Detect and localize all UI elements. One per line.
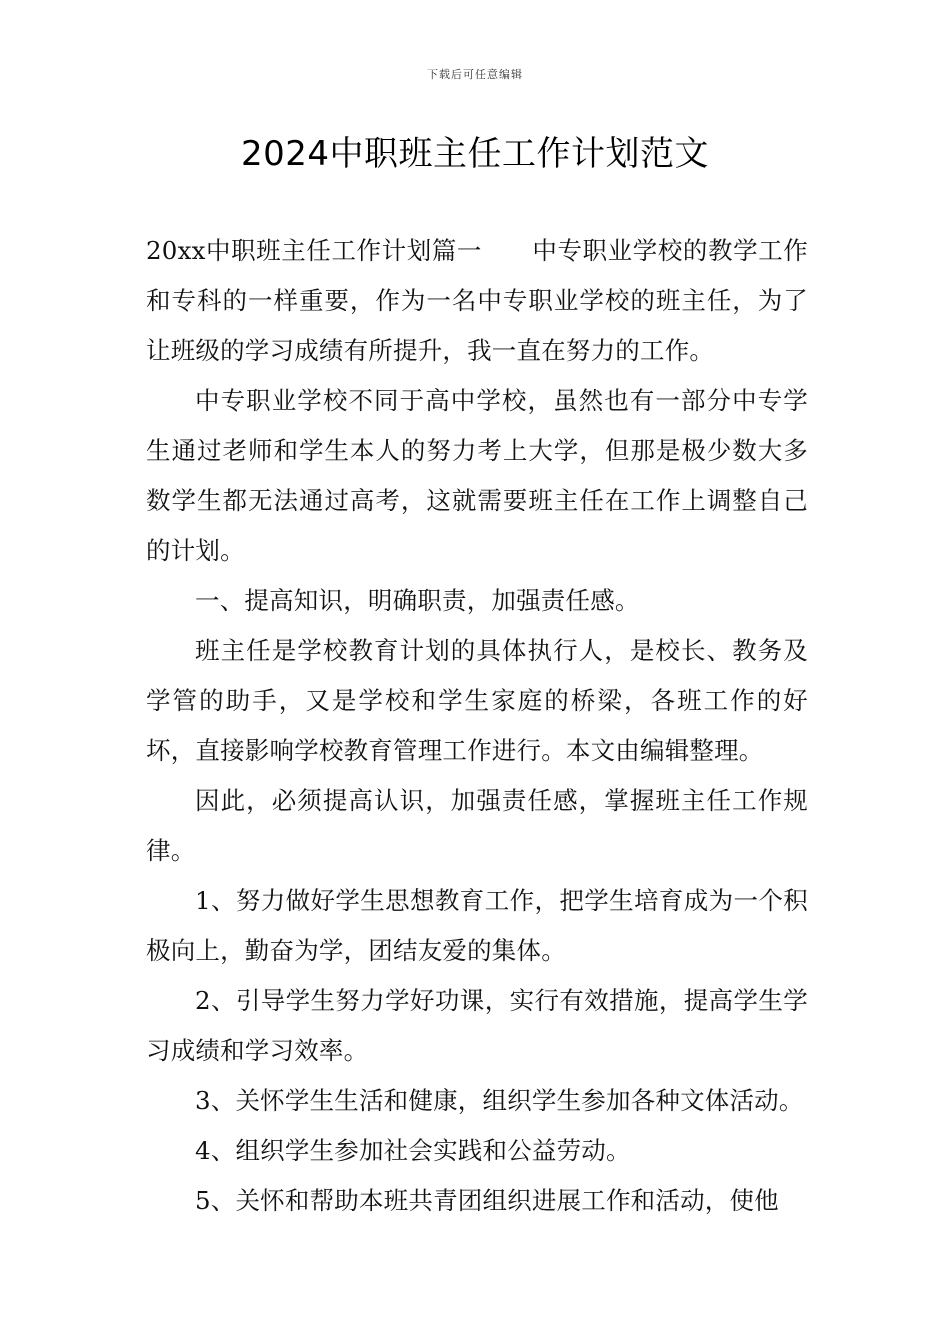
section-heading: 一、提高知识，明确职责，加强责任感。 — [195, 586, 640, 615]
list-item: 5、关怀和帮助本班共青团组织进展工作和活动，使他 — [195, 1186, 779, 1215]
list-item: 2、引导学生努力学好功课，实行有效措施，提高学生学习成绩和学习效率。 — [146, 986, 808, 1065]
header-note: 下载后可任意编辑 — [427, 68, 523, 81]
list-item: 1、努力做好学生思想教育工作，把学生培育成为一个积极向上，勤奋为学，团结友爱的集体。 — [146, 886, 808, 965]
intro-heading: 20xx中职班主任工作计划篇一 — [146, 236, 482, 265]
list-item: 4、组织学生参加社会实践和公益劳动。 — [195, 1136, 631, 1165]
paragraph: 因此，必须提高认识，加强责任感，掌握班主任工作规律。 — [146, 786, 808, 865]
document-title: 2024中职班主任工作计划范文 — [240, 134, 710, 174]
paragraph-text: 中专职业学校的教学工作和专科的一样重要，作为一名中专职业学校的班主任，为了让班级的学习成绩有所提升，我一直在努力的工作。 — [146, 236, 808, 365]
paragraph: 班主任是学校教育计划的具体执行人，是校长、教务及学管的助手，又是学校和学生家庭的桥梁，各班工作的好坏，直接影响学校教育管理工作进行。本文由编辑整理。 — [146, 636, 808, 765]
paragraph: 中专职业学校不同于高中学校，虽然也有一部分中专学生通过老师和学生本人的努力考上大学，但那是极少数大多数学生都无法通过高考，这就需要班主任在工作上调整自己的计划。 — [146, 386, 808, 565]
paragraph-intro — [146, 226, 808, 376]
list-item: 3、关怀学生生活和健康，组织学生参加各种文体活动。 — [195, 1086, 804, 1115]
document-body — [146, 226, 808, 1226]
